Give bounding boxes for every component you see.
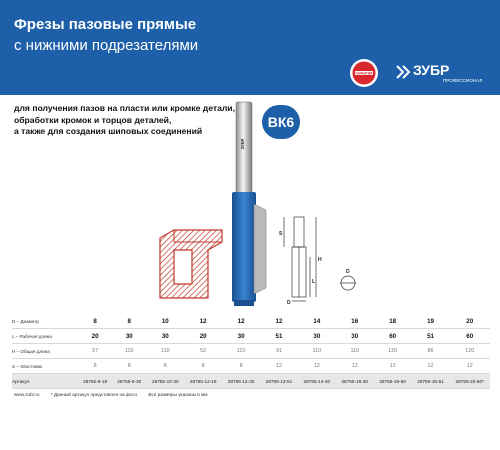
table-cell: 28755-12-19 <box>184 374 222 389</box>
table-cell: 28755-16-30 <box>336 374 374 389</box>
row-label-shank: S – Хвостовик <box>12 359 78 374</box>
table-cell: 86 <box>412 344 450 359</box>
table-cell: 8 <box>112 314 146 329</box>
footer-site-link[interactable]: www.zubr.ru <box>14 392 40 397</box>
table-cell: 28755-8-30 <box>112 374 146 389</box>
table-cell: 12 <box>298 359 336 374</box>
footer-note-photo: * Данный артикул представлен на фото <box>50 392 138 397</box>
row-label-diameter: D – Диаметр <box>12 314 78 329</box>
dim-d-side-label: D <box>346 269 350 275</box>
table-cell: 12 <box>184 314 222 329</box>
table-cell: 12 <box>412 359 450 374</box>
page-subtitle: с нижними подрезателями <box>14 37 199 54</box>
table-cell: 28755-19-51 <box>412 374 450 389</box>
table-row <box>12 344 490 359</box>
cutter-body <box>232 192 256 302</box>
brand-name: ЗУБР <box>413 62 450 78</box>
dimension-drawing <box>276 213 360 305</box>
table-row <box>12 359 490 374</box>
table-cell: 120 <box>374 344 412 359</box>
table-cell: 8 <box>184 359 222 374</box>
table-cell: 60 <box>449 329 490 344</box>
zubr-logo <box>395 60 490 84</box>
material-badge: ВК6 <box>262 105 300 139</box>
table-cell: 110 <box>222 344 260 359</box>
table-cell: 91 <box>260 344 298 359</box>
table-cell: 28755-18-60 <box>374 374 412 389</box>
table-cell: 28755-8-19 <box>78 374 112 389</box>
table-cell: 30 <box>336 329 374 344</box>
table-cell: 51 <box>412 329 450 344</box>
description-line-3: а также для создания шиповых соединений <box>14 126 203 136</box>
table-cell: 28755-12-51 <box>260 374 298 389</box>
table-cell: 28755-10-30 <box>146 374 184 389</box>
carbide-blade <box>254 204 266 294</box>
table-cell: 110 <box>336 344 374 359</box>
table-cell: 16 <box>336 314 374 329</box>
dim-s-label: S <box>279 231 283 237</box>
table-cell: 28755-14-30 <box>298 374 336 389</box>
table-cell: 14 <box>298 314 336 329</box>
table-cell: 30 <box>298 329 336 344</box>
page-title: Фрезы пазовые прямые <box>14 16 197 33</box>
groove-profile-diagram <box>156 228 226 302</box>
table-cell: 30 <box>112 329 146 344</box>
table-cell: 28755-20-60* <box>449 374 490 389</box>
table-cell: 12 <box>260 359 298 374</box>
table-cell: 8 <box>222 359 260 374</box>
description <box>14 103 235 138</box>
table-cell: 110 <box>146 344 184 359</box>
table-cell: 30 <box>222 329 260 344</box>
table-cell: 12 <box>374 359 412 374</box>
table-cell: 12 <box>222 314 260 329</box>
table-cell: 20 <box>449 314 490 329</box>
specs-table <box>12 314 490 389</box>
table-row <box>12 314 490 329</box>
table-cell: 12 <box>449 359 490 374</box>
table-cell: 60 <box>374 329 412 344</box>
table-cell: 19 <box>412 314 450 329</box>
row-label-article: Артикул <box>12 374 78 389</box>
table-cell: 12 <box>336 359 374 374</box>
table-cell: 110 <box>112 344 146 359</box>
table-cell: 8 <box>78 359 112 374</box>
table-cell: 52 <box>184 344 222 359</box>
dim-l-label: L <box>312 279 316 285</box>
description-line-2: обработки кромок и торцов деталей, <box>14 114 172 125</box>
table-cell: 8 <box>78 314 112 329</box>
table-cell: 120 <box>449 344 490 359</box>
table-cell: 57 <box>78 344 112 359</box>
table-cell: 20 <box>184 329 222 344</box>
dim-d-label: D <box>287 300 291 305</box>
table-cell: 12 <box>260 314 298 329</box>
badge-text: ГАРАНТИЯ <box>355 71 373 76</box>
table-cell: 20 <box>78 329 112 344</box>
table-row <box>12 374 490 389</box>
dim-h-label: H <box>318 257 322 263</box>
header-banner <box>0 0 500 95</box>
footer-note-units: Все размеры указаны в мм <box>148 392 208 397</box>
row-label-total-length: H – Общая длина <box>12 344 78 359</box>
table-cell: 10 <box>146 314 184 329</box>
table-row <box>12 329 490 344</box>
table-cell: 8 <box>112 359 146 374</box>
table-cell: 18 <box>374 314 412 329</box>
guarantee-badge-icon <box>349 58 379 88</box>
table-cell: 110 <box>298 344 336 359</box>
table-cell: 8 <box>146 359 184 374</box>
footer <box>14 392 218 397</box>
table-cell: 30 <box>146 329 184 344</box>
brand-subtitle: ПРОФЕССИОНАЛ <box>443 78 483 83</box>
description-line-1: для получения пазов на пласти или кромке детали, <box>14 103 235 113</box>
table-cell: 51 <box>260 329 298 344</box>
table-cell: 28755-12-30 <box>222 374 260 389</box>
cutter-brand-mark: ЗУБР <box>240 138 245 150</box>
row-label-working-length: L – Рабочая длина <box>12 329 78 344</box>
